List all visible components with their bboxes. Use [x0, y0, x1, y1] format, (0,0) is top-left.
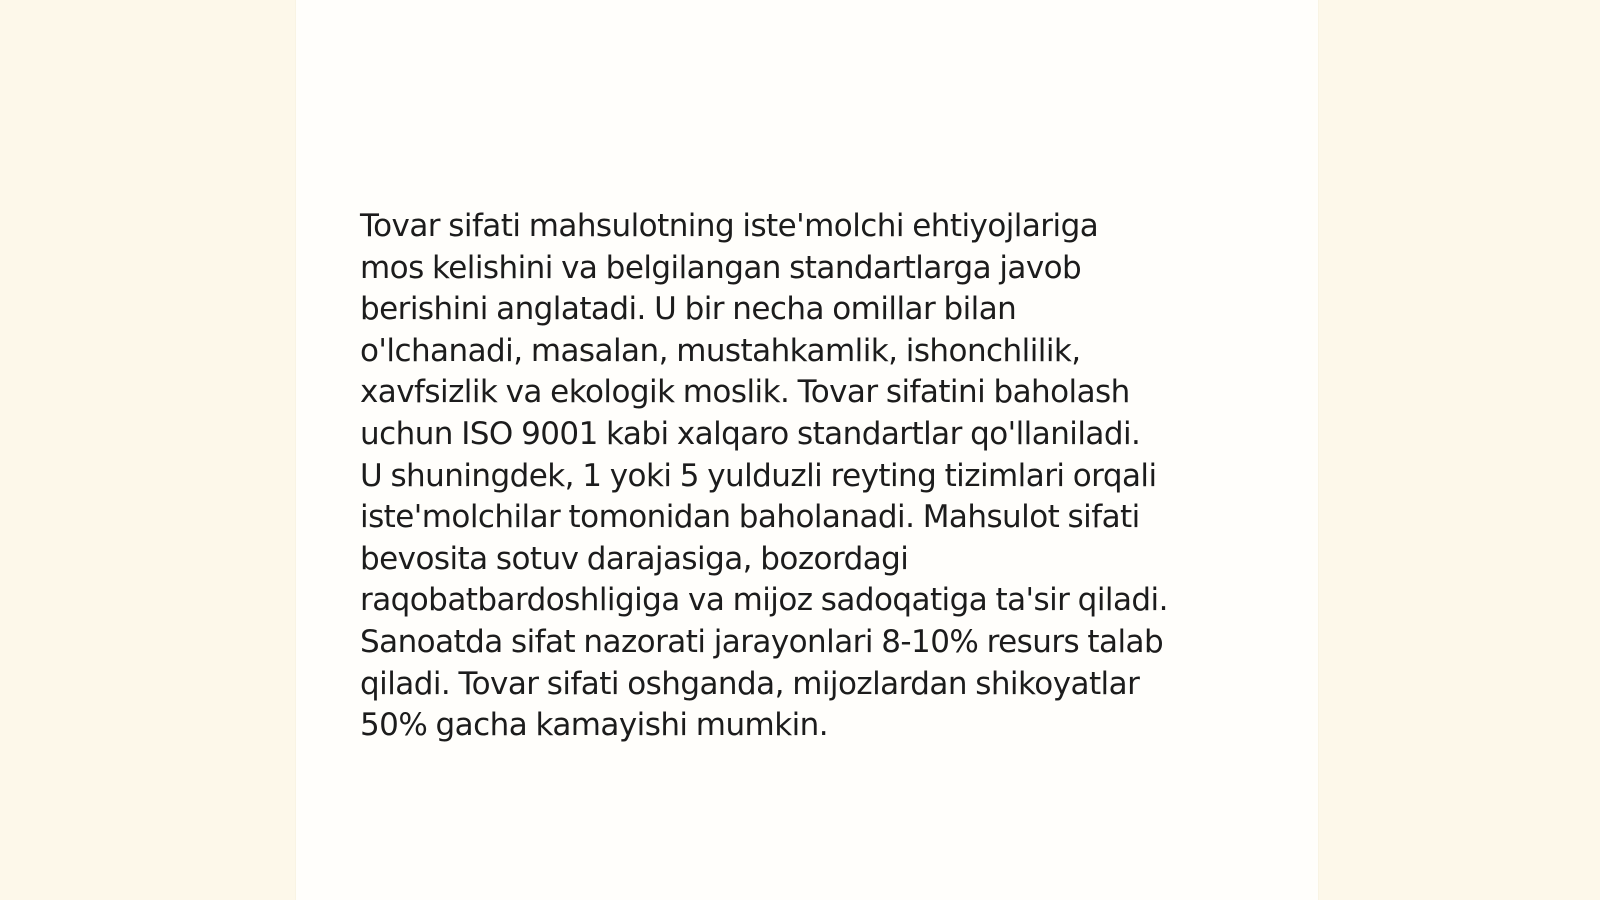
paragraph-line: Tovar sifati mahsulotning iste'molchi ehtiyojlariga	[360, 208, 1099, 244]
paragraph-line: mos kelishini va belgilangan standartlarga javob	[360, 249, 1082, 286]
paragraph-line: Sanoatda sifat nazorati jarayonlari 8-10% resurs talab	[360, 623, 1164, 660]
paragraph-line: qiladi. Tovar sifati oshganda, mijozlardan shikoyatlar	[360, 665, 1140, 702]
paragraph-line: o'lchanadi, masalan, mustahkamlik, ishonchlilik,	[360, 332, 1081, 369]
body-paragraph	[360, 206, 1260, 747]
paragraph-line: bevosita sotuv darajasiga, bozordagi	[360, 540, 909, 577]
paragraph-line: iste'molchilar tomonidan baholanadi. Mahsulot sifati	[360, 499, 1140, 536]
document-sheet	[296, 0, 1318, 900]
paragraph-line: 50% gacha kamayishi mumkin.	[360, 707, 829, 744]
paragraph-line: uchun ISO 9001 kabi xalqaro standartlar qo'llaniladi.	[360, 415, 1141, 452]
paragraph-line: U shuningdek, 1 yoki 5 yulduzli reyting tizimlari orqali	[360, 457, 1157, 494]
paragraph-line: raqobatbardoshligiga va mijoz sadoqatiga ta'sir qiladi.	[360, 582, 1168, 619]
paragraph-line: xavfsizlik va ekologik moslik. Tovar sifatini baholash	[360, 374, 1130, 411]
paragraph-line: berishini anglatadi. U bir necha omillar bilan	[360, 291, 1017, 328]
